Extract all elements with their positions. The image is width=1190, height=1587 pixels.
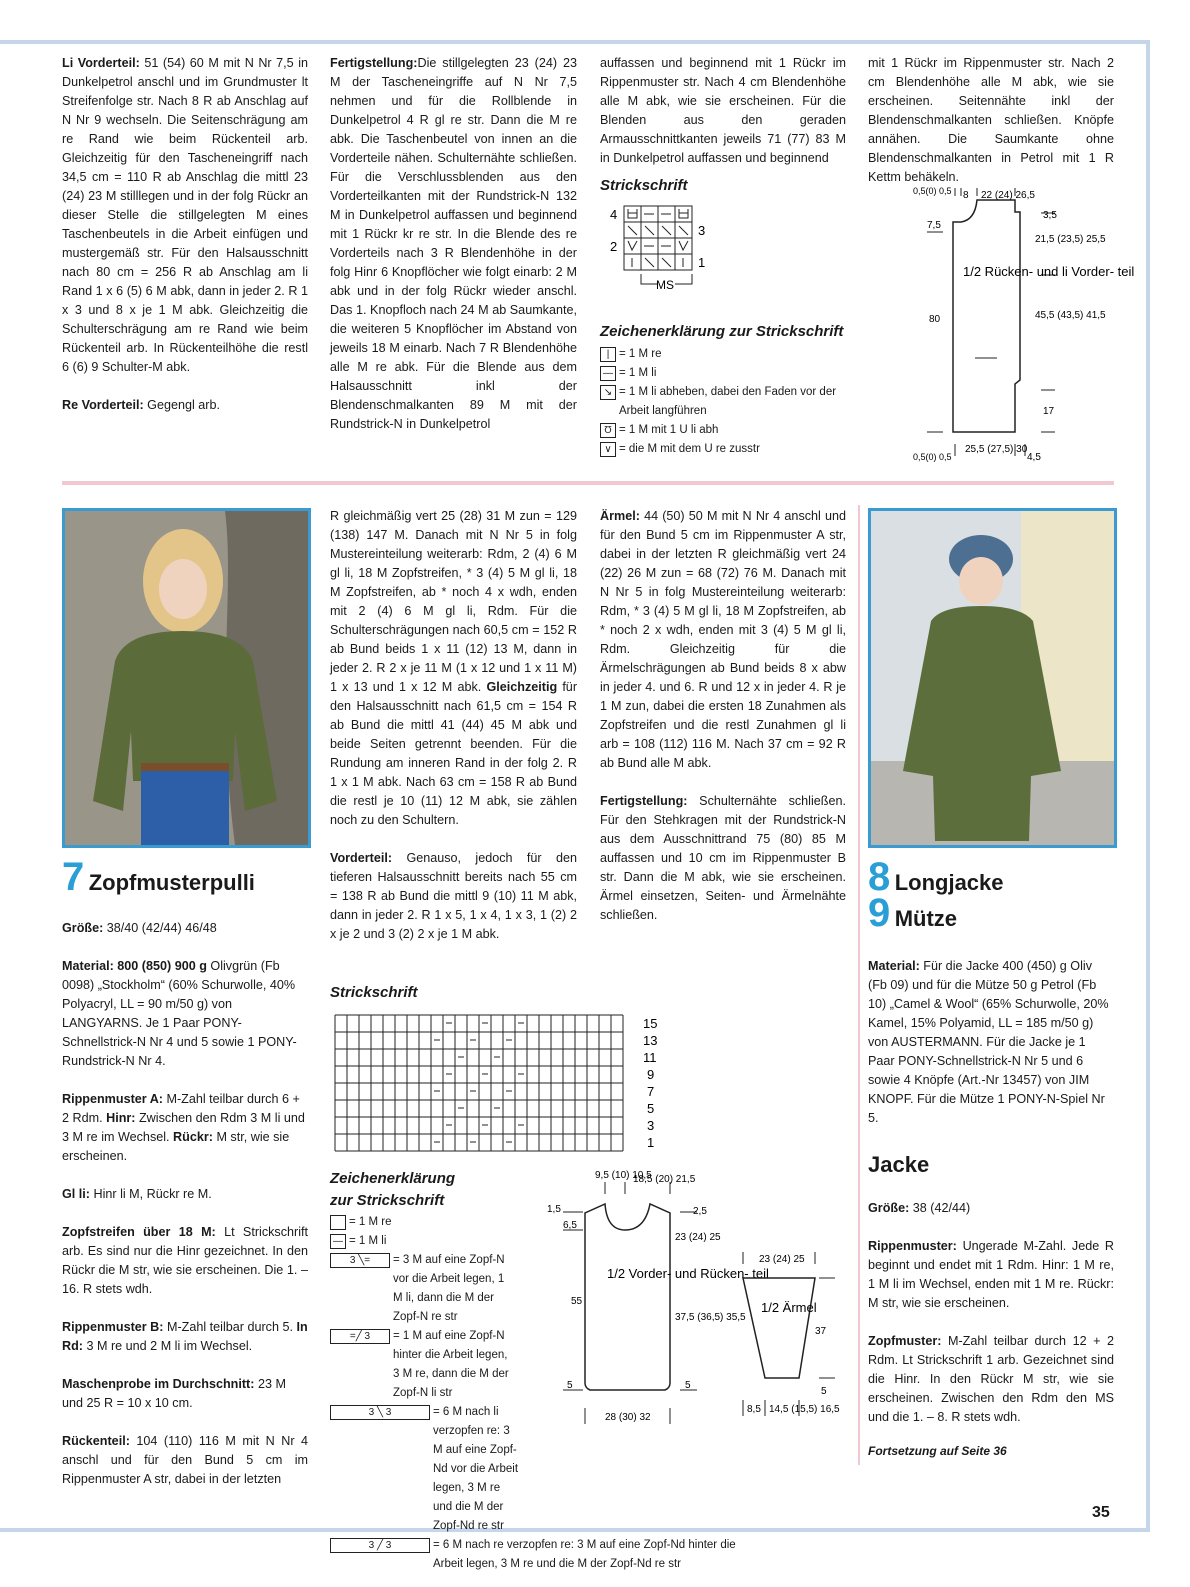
page-frame-right bbox=[1146, 40, 1150, 1530]
knit-stitch-symbol: | bbox=[600, 347, 616, 362]
hinr-text: Zwischen den Rdm 3 M li und 3 M re im Wechsel. bbox=[62, 1111, 305, 1144]
dim-armhole: 21,5 (23,5) 25,5 bbox=[1035, 234, 1106, 245]
gleichzeitig-text: für den Halsausschnitt nach 61,5 cm = 154 R ab Bund die mittl 41 (44) 45 M abk und beide Seiten getrennt beenden. Für die Rundung am inneren Rand in der folg 2. R 1 x 1 M abk. Nach 63 cm = 158 R ab Bund die restl je 10 (11) 12 M abk, sie zählen noch zu den Schultern. bbox=[330, 680, 578, 827]
legend-item-purl: — = 1 M li bbox=[600, 364, 850, 383]
body-dim-width: 28 (30) 32 bbox=[605, 1412, 651, 1423]
vorderteil-label: Vorderteil: bbox=[330, 851, 393, 865]
pattern-number-8: 8 bbox=[868, 855, 891, 899]
body-dim-shoulder: 18,5 (20) 21,5 bbox=[633, 1174, 696, 1185]
item7-column-2 bbox=[330, 507, 577, 963]
small-chart-row-1: 1 bbox=[698, 255, 706, 270]
sleeve-dim-cuff: 14,5 (15,5) 16,5 bbox=[769, 1404, 840, 1415]
material-text: Olivgrün (Fb 0098) „Stockholm“ (60% Schurwolle, 40% Polyacryl, LL = 90 m/50 g) von LANGYARNS. Je 1 Paar PONY-Schnellstrick-N Nr 4 und 5 sowie 1 PONY-Rundstrick-N Nr 4. bbox=[62, 959, 297, 1068]
dim-neck: 8 bbox=[963, 190, 969, 201]
sleeve-dim-top: 23 (24) 25 bbox=[759, 1254, 805, 1265]
blende-text: mit 1 Rückr im Rippenmuster str. Nach 2 cm Blendenhöhe alle M abk, wie sie erscheinen. Seitennähte inkl der Blendenschmalkanten schließen. Knöpfe annähen. Die Saumkante ohne Blendenschmalkanten in Petrol mit 1 R Kettm behäkeln. bbox=[868, 56, 1114, 184]
continue-link[interactable]: Fortsetzung auf Seite 36 bbox=[868, 1444, 1007, 1458]
jacke-heading: Jacke bbox=[868, 1152, 930, 1177]
dim-neck-depth: 7,5 bbox=[927, 220, 941, 231]
legend-item-knit-together: ∨ = die M mit dem U re zusstr bbox=[600, 440, 850, 459]
cable-chart-row-11: 11 bbox=[643, 1050, 657, 1065]
small-chart-heading: Strickschrift bbox=[600, 177, 688, 194]
vorderteil-text: Genauso, jedoch für den tieferen Halsausschnitt bereits nach 55 cm = 138 R ab Bund die mittl 9 (10) 11 M abk, dann in jeder 2. R 1 x 5, 1 x 4, 1 x 3, 1 (2) 2 x je 2 und 3 (2) 2 x je 1 M abk. bbox=[330, 851, 578, 941]
pattern-title-7: Zopfmusterpulli bbox=[88, 870, 255, 895]
dim-shoulder-drop: 3,5 bbox=[1043, 210, 1057, 221]
page-frame-top bbox=[0, 40, 1150, 44]
sleeve-dim-rib: 5 bbox=[821, 1386, 827, 1397]
small-chart-legend bbox=[600, 345, 850, 459]
small-legend-heading: Zeichenerklärung zur Strickschrift bbox=[600, 323, 844, 340]
body-dim-length: 55 bbox=[571, 1296, 583, 1307]
small-chart-ms-label: MS bbox=[656, 278, 674, 292]
cable-legend-6-right: 3 ╱ 3 = 6 M nach re verzopfen re: 3 M auf eine Zopf-Nd hinter die Arbeit legen, 3 M re und die M der Zopf-Nd re str bbox=[330, 1536, 740, 1574]
rippenmuster-b-label: Rippenmuster B: bbox=[62, 1320, 164, 1334]
knit-together-symbol: ∨ bbox=[600, 442, 616, 457]
purl-symbol: — bbox=[330, 1234, 346, 1249]
zopfstreifen-text: Lt Strickschrift arb. Es sind nur die Hinr gezeichnet. In den Rückr die M str, wie sie erscheinen. Die 1. – 16. R stets wdh. bbox=[62, 1225, 309, 1296]
aermel-text: 44 (50) 50 M mit N Nr 4 anschl und für den Bund 5 cm im Rippenmuster A str, dabei in der letzten R gleichmäßig vert 24 (22) 26 M zun = 68 (72) 76 M. Danach mit N Nr 5 in folg Mustereinteilung weiterarb: Rdm, * 3 (4) 5 M gl li, 18 M Zopfstreifen, ab * noch 2 x wdh, enden mit 3 (4) 5 M gl li, Rdm. Gleichzeitig für die Ärmelschrägungen ab Bund beids 8 x abw in jeder 4. und 6. R und 12 x in jeder 4. R je 1 M zun, dabei die ersten 18 Zunahmen als Zopfstreifen und die restl Zunahmen gl li arb = 108 (112) 116 M. Nach 37 cm = 92 R ab Bund alle M abk. bbox=[600, 509, 847, 770]
slip-yarnover-symbol: Ʊ bbox=[600, 423, 616, 438]
sleeve-dim-length: 37 bbox=[815, 1326, 827, 1337]
rueckr-label: Rückr: bbox=[173, 1130, 213, 1144]
top-column-4 bbox=[868, 54, 1114, 187]
rippenmuster-a-text: M-Zahl teilbar durch 6 + 2 Rdm. bbox=[62, 1092, 300, 1125]
dim-band: 4,5 bbox=[1027, 452, 1041, 463]
cable-chart-row-1: 1 bbox=[647, 1135, 655, 1150]
gleichzeitig-label: Gleichzeitig bbox=[486, 680, 558, 694]
fertigstellung7-text: Schulternähte schließen. Für den Stehkragen mit der Rundstrick-N aus dem Ausschnittrand 75 (80) 85 M auffassen und 10 cm im Rippenmuster B str. Dann die M abk, wie sie erscheinen. Ärmel einsetzen, Seiten- und Ärmelnähte schließen. bbox=[600, 794, 846, 922]
material-label: Material: 800 (850) 900 g bbox=[62, 959, 207, 973]
cable-chart-row-9: 9 bbox=[647, 1067, 655, 1082]
legend-item-slip: ↘ = 1 M li abheben, dabei den Faden vor der Arbeit langführen bbox=[600, 383, 850, 421]
cable-chart-row-15: 15 bbox=[643, 1016, 658, 1031]
pattern-number-9: 9 bbox=[868, 891, 891, 935]
photo-zopfmusterpulli-image bbox=[65, 511, 308, 845]
body-dim-rib-right: 5 bbox=[685, 1380, 691, 1391]
body-dim-1-5: 1,5 bbox=[547, 1204, 561, 1215]
cable-legend-heading: Zeichenerklärung zur Strickschrift bbox=[330, 1170, 456, 1209]
zopfmuster89-text: M-Zahl teilbar durch 12 + 2 Rdm. Lt Strickschrift 1 arb. Gezeichnet sind die Hinr. In den Rückr M str, wie sie erscheinen. Zwischen den Rdm den MS und die 1. – 8. R stets wdh. bbox=[868, 1334, 1114, 1424]
small-chart-row-4: 4 bbox=[610, 207, 618, 222]
cable-chart-heading: Strickschrift bbox=[330, 984, 418, 1001]
cable-legend-knit: = 1 M re bbox=[330, 1213, 740, 1232]
cable-6-right-symbol: 3 ╱ 3 bbox=[330, 1538, 430, 1553]
glli-text: Hinr li M, Rückr re M. bbox=[93, 1187, 212, 1201]
cable-chart-row-13: 13 bbox=[643, 1033, 658, 1048]
small-chart-row-3: 3 bbox=[698, 223, 706, 238]
fertigstellung7-label: Fertigstellung: bbox=[600, 794, 688, 808]
groesse89-label: Größe: bbox=[868, 1201, 910, 1215]
dim-top-left: 0,5(0) 0,5 bbox=[913, 186, 952, 196]
cable-legend-cross-right: =╱ 3 = 1 M auf eine Zopf-N hinter die Arbeit legen, 3 M re, dann die M der Zopf-N li str bbox=[330, 1327, 510, 1403]
rueckenteil-label: Rückenteil: bbox=[62, 1434, 130, 1448]
fertigstellung-text: Die stillgelegten 23 (24) 23 M der Tascheneingriffe auf N Nr 7,5 nehmen und für die Rollblende in Dunkelpetrol 4 R gl re str. Dann die M re abk. Die Taschenbeutel von innen an die Vorderteile nähen. Schulternähte schließen. Für die Verschlussblenden aus den Vorderteilkanten mit der Rundstrick-N 132 M in Dunkelpetrol auffassen und beginnend mit 1 Rückr kr re str. In die Blende des re Vorderteils nach 3 R Blendenhöhe in der folg Hinr 6 Knopflöcher wie folgt einarb: 2 M abk und in der folg Rückr wieder anschl. Das 1. Knopfloch nach 24 M ab Saumkante, die weiteren 5 Knopflöcher im Abstand von jeweils 18 M einarb. Nach 7 R Blendenhöhe alle M re abk. Für die Blende aus dem Halsausschnitt inkl der Blendenschmalkanten 89 M mit der Rundstrick-N in Dunkelpetrol bbox=[330, 56, 577, 431]
rueckr-text: M str, wie sie erscheinen. bbox=[62, 1130, 290, 1163]
pattern-number-7: 7 bbox=[62, 855, 85, 899]
maschenprobe-label: Maschenprobe im Durchschnitt: bbox=[62, 1377, 255, 1391]
title-block-7 bbox=[62, 855, 255, 899]
body-dim-neck: 9,5 (10) 10,5 bbox=[595, 1170, 652, 1181]
body-dim-armhole: 23 (24) 25 bbox=[675, 1232, 721, 1243]
dim-side: 45,5 (43,5) 41,5 bbox=[1035, 310, 1106, 321]
cable-6-left-symbol: 3 ╲ 3 bbox=[330, 1405, 430, 1420]
dim-width: 25,5 (27,5) 30 bbox=[965, 444, 1028, 455]
maschenprobe-text: 23 M und 25 R = 10 x 10 cm. bbox=[62, 1377, 286, 1410]
top-column-2 bbox=[330, 54, 577, 453]
dim-bottom-left: 0,5(0) 0,5 bbox=[913, 452, 952, 462]
pattern-title-9: Mütze bbox=[894, 906, 958, 931]
jacke-column bbox=[868, 1199, 1114, 1446]
cable-legend-cross-left: 3 ╲= = 3 M auf eine Zopf-N vor die Arbeit legen, 1 M li, dann die M der Zopf-N re str bbox=[330, 1251, 510, 1327]
dim-length: 80 bbox=[929, 314, 941, 325]
item7-column-3 bbox=[600, 507, 846, 944]
small-chart-row-2: 2 bbox=[610, 239, 618, 254]
rippenmuster89-label: Rippenmuster: bbox=[868, 1239, 957, 1253]
body-dim-2-5: 2,5 bbox=[693, 1206, 707, 1217]
groesse-value: 38/40 (42/44) 46/48 bbox=[106, 921, 217, 935]
inrd-text: 3 M re und 2 M li im Wechsel. bbox=[86, 1339, 253, 1353]
column-divider bbox=[858, 505, 860, 1465]
page-number: 35 bbox=[1092, 1504, 1110, 1521]
pattern-title-8: Longjacke bbox=[894, 870, 1004, 895]
rueckenteil-text: 104 (110) 116 M mit N Nr 4 anschl und für den Bund 5 cm im Rippenmuster A str, dabei in der letzten bbox=[62, 1434, 309, 1486]
knit-symbol bbox=[330, 1215, 346, 1230]
rippenmuster89-text: Ungerade M-Zahl. Jede R beginnt und endet mit 1 Rdm. Hinr: 1 M re, 1 M li im Wechsel, enden mit 1 M re. Rückr: M str, wie sie erscheinen. bbox=[868, 1239, 1114, 1310]
slip-stitch-symbol: ↘ bbox=[600, 385, 616, 400]
fertigstellung-label: Fertigstellung: bbox=[330, 56, 418, 70]
small-knitting-chart bbox=[606, 202, 716, 298]
body-piece-label: 1/2 Vorder- und Rücken- teil bbox=[607, 1266, 769, 1281]
section-divider bbox=[62, 481, 1114, 485]
item7-column-1 bbox=[62, 919, 308, 1508]
hinr-label: Hinr: bbox=[106, 1111, 136, 1125]
item89-column bbox=[868, 957, 1114, 1147]
glli-label: Gl li: bbox=[62, 1187, 90, 1201]
schema-piece-label: 1/2 Rücken- und li Vorder- teil bbox=[963, 264, 1135, 279]
legend-item-knit: | = 1 M re bbox=[600, 345, 850, 364]
schematic-cardigan bbox=[905, 180, 1135, 465]
top-column-3 bbox=[600, 54, 846, 168]
li-vorderteil-text: 51 (54) 60 M mit N Nr 7,5 in Dunkelpetrol anschl und im Grundmuster lt Streifenfolge str. Nach 8 R ab Anschlag auf N Nr 9 wechseln. Die Seitenschrägung am re Rand wie beim Rückenteil arb. Gleichzeitig für den Tascheneingriff nach 34,5 cm = 110 R ab Anschlag die mittl 23 (24) 23 M stilllegen und in der folg Rückr an dieser Stelle die stillgelegten M eines Taschenbeutels in die Arbeit einfügen und mustergemäß str. Für den Halsausschnitt nach 80 cm = 256 R ab Anschlag am li Rand 1 x 6 (5) 6 M abk, dann in jeder 2. R 1 x 3 und 8 x je 1 M abk. Gleichzeitig die Schulterschrägung am re Rand wie beim Rückenteil arb. In Rückenteilhöhe die restl 6 (6) 9 Schulter-M abk. bbox=[62, 56, 309, 374]
sleeve-dim-side: 8,5 bbox=[747, 1404, 761, 1415]
cable-chart-row-3: 3 bbox=[647, 1118, 655, 1133]
cable-knitting-chart bbox=[335, 1013, 675, 1153]
purl-stitch-symbol: — bbox=[600, 366, 616, 381]
legend-item-slip-yo: Ʊ = 1 M mit 1 U li abh bbox=[600, 421, 850, 440]
sleeve-piece-label: 1/2 Ärmel bbox=[761, 1300, 817, 1315]
dim-hem: 17 bbox=[1043, 406, 1055, 417]
cable-chart-row-5: 5 bbox=[647, 1101, 655, 1116]
body-dim-rib-left: 5 bbox=[567, 1380, 573, 1391]
schematic-sweater-body bbox=[545, 1168, 769, 1443]
title-block-9 bbox=[868, 891, 958, 935]
schematic-sweater-sleeve bbox=[735, 1248, 845, 1443]
cable-legend-6-left: 3 ╲ 3 = 6 M nach li verzopfen re: 3 M auf eine Zopf-Nd vor die Arbeit legen, 3 M re und die M der Zopf-Nd re str bbox=[330, 1403, 520, 1536]
dim-shoulder: 22 (24) 26,5 bbox=[981, 190, 1035, 201]
material89-label: Material: bbox=[868, 959, 920, 973]
cable-chart-row-7: 7 bbox=[647, 1084, 655, 1099]
cross-left-symbol: 3 ╲= bbox=[330, 1253, 390, 1268]
zopfmuster89-label: Zopfmuster: bbox=[868, 1334, 942, 1348]
rippenmuster-a-label: Rippenmuster A: bbox=[62, 1092, 163, 1106]
re-vorderteil-label: Re Vorderteil: bbox=[62, 398, 144, 412]
top-column-1 bbox=[62, 54, 308, 434]
rippenmuster-b-text: M-Zahl teilbar durch 5. bbox=[166, 1320, 293, 1334]
cross-right-symbol: =╱ 3 bbox=[330, 1329, 390, 1344]
groesse89-value: 38 (42/44) bbox=[912, 1201, 971, 1215]
rueckenteil-continued: R gleichmäßig vert 25 (28) 31 M zun = 129 (138) 147 M. Danach mit N Nr 5 in folg Mustereinteilung weiterarb: Rdm, 2 (4) 6 M gl li, 18 M Zopfstreifen, * 3 (4) 5 M gl li, 18 M Zopfstreifen, ab * noch 4 x wdh, enden mit 2 (4) 6 M gl li, Rdm. Für die Schulterschrägungen nach 60,5 cm = 152 R ab Bund beids 1 x 11 (12) 13 M, dann in jeder 2. R 2 x je 11 M (1 x 12 und 1 x 11 M) 1 x 13 und 1 x 12 M abk. bbox=[330, 509, 577, 694]
re-vorderteil-text: Gegengl arb. bbox=[147, 398, 220, 412]
photo-longjacke bbox=[868, 508, 1117, 848]
photo-longjacke-image bbox=[871, 511, 1114, 845]
inrd-label: In Rd: bbox=[62, 1320, 308, 1353]
cable-legend-purl: — = 1 M li bbox=[330, 1232, 740, 1251]
body-dim-6-5: 6,5 bbox=[563, 1220, 577, 1231]
material89-text: Für die Jacke 400 (450) g Oliv (Fb 09) und für die Mütze 50 g Petrol (Fb 10) „Camel & Wool“ (65% Schurwolle, 20% Kamel, 15% Polyamid, LL = 185 m/50 g) von AUSTERMANN. Für die Jacke je 1 Paar PONY-Schnellstrick-N Nr 5 und 6 sowie 4 Knöpfe (Art.-Nr 13457) von JIM KNOPF. Für die Mütze 1 PONY-N-Spiel Nr 5. bbox=[868, 959, 1109, 1125]
photo-zopfmusterpulli bbox=[62, 508, 311, 848]
aermel-label: Ärmel: bbox=[600, 509, 640, 523]
li-vorderteil-label: Li Vorderteil: bbox=[62, 56, 140, 70]
continued-text: auffassen und beginnend mit 1 Rückr im Rippenmuster str. Nach 4 cm Blendenhöhe alle M abk, wie sie erscheinen. Für die Blenden aus den geraden Armausschnittkanten jeweils 71 (77) 83 M in Dunkelpetrol auffassen und beginnend bbox=[600, 56, 846, 165]
groesse-label: Größe: bbox=[62, 921, 104, 935]
body-dim-side: 37,5 (36,5) 35,5 bbox=[675, 1312, 746, 1323]
zopfstreifen-label: Zopfstreifen über 18 M: bbox=[62, 1225, 216, 1239]
